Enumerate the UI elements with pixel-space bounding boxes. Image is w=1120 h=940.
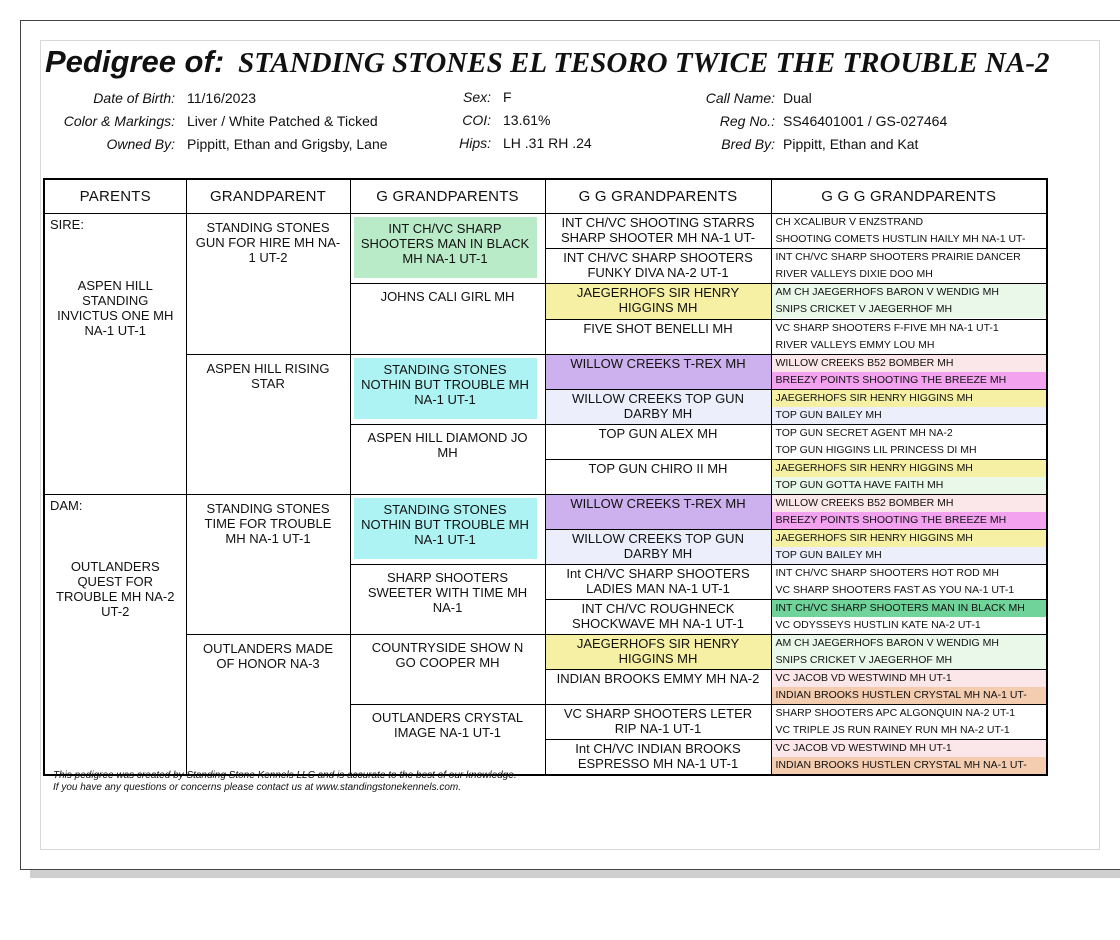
- gg-grandparent-name: INDIAN BROOKS EMMY MH NA-2: [556, 671, 760, 686]
- table-row: [44, 355, 1047, 390]
- gg-grandparent-cell: [545, 670, 771, 705]
- ggg-grandparent-name: WILLOW CREEKS B52 BOMBER MH: [772, 495, 1047, 512]
- gg-grandparent-name: VC SHARP SHOOTERS LETER RIP NA-1 UT-1: [563, 706, 753, 736]
- gg-grandparent-cell: [545, 740, 771, 776]
- footer-line-1: This pedigree was created by Standing Stone Kennels LLC and is accurate to the best of our knowledge.: [53, 770, 517, 781]
- table-row: [44, 495, 1047, 530]
- g-grandparent-cell: [350, 214, 545, 284]
- grandparent-cell: ASPEN HILL RISING STAR: [186, 355, 350, 495]
- gg-grandparent-name: Int CH/VC INDIAN BROOKS ESPRESSO MH NA-1 UT-1: [575, 741, 741, 771]
- bred-label: Bred By:: [721, 136, 775, 152]
- ggg-grandparent-name: VC ODYSSEYS HUSTLIN KATE NA-2 UT-1: [775, 619, 981, 631]
- ggg-grandparent-cell: [771, 355, 1047, 390]
- ggg-grandparent-name: VC JACOB VD WESTWIND MH UT-1: [772, 740, 1047, 757]
- ggg-grandparent-name: AM CH JAEGERHOFS BARON V WENDIG MH: [772, 284, 1047, 301]
- table-row: [44, 214, 1047, 249]
- ggg-grandparent-name: BREEZY POINTS SHOOTING THE BREEZE MH: [772, 512, 1047, 529]
- dob-value: 11/16/2023: [187, 90, 257, 106]
- gg-grandparent-cell: [545, 600, 771, 635]
- ggg-grandparent-cell: [771, 530, 1047, 565]
- gg-grandparent-name: INT CH/VC SHARP SHOOTERS FUNKY DIVA NA-2 UT-1: [563, 250, 753, 280]
- gg-grandparent-name: Int CH/VC SHARP SHOOTERS LADIES MAN NA-1 UT-1: [566, 566, 750, 596]
- gg-grandparent-name: WILLOW CREEKS TOP GUN DARBY MH: [546, 530, 771, 564]
- g-grandparent-cell: [350, 565, 545, 635]
- ggg-grandparent-name: TOP GUN HIGGINS LIL PRINCESS DI MH: [775, 444, 977, 456]
- page-title: [45, 44, 1050, 80]
- dog-name: STANDING STONES EL TESORO TWICE THE TROUBLE NA-2: [238, 47, 1050, 79]
- dam-name: OUTLANDERS QUEST FOR TROUBLE MH NA-2 UT-2: [56, 559, 175, 619]
- ggg-grandparent-name: BREEZY POINTS SHOOTING THE BREEZE MH: [772, 372, 1047, 389]
- ggg-grandparent-cell: [771, 565, 1047, 600]
- gg-grandparent-cell: [545, 214, 771, 249]
- owned-label: Owned By:: [106, 136, 175, 152]
- ggg-grandparent-name: INT CH/VC SHARP SHOOTERS PRAIRIE DANCER: [775, 251, 1021, 263]
- header-grandparent: GRANDPARENT: [186, 179, 350, 214]
- ggg-grandparent-name: INT CH/VC SHARP SHOOTERS HOT ROD MH: [775, 567, 999, 579]
- ggg-grandparent-name: VC SHARP SHOOTERS F-FIVE MH NA-1 UT-1: [775, 322, 999, 334]
- ggg-grandparent-name: VC JACOB VD WESTWIND MH UT-1: [772, 670, 1047, 687]
- gg-grandparent-name: TOP GUN ALEX MH: [598, 426, 718, 441]
- gg-grandparent-name: JAEGERHOFS SIR HENRY HIGGINS MH: [546, 284, 771, 319]
- bred-value: Pippitt, Ethan and Kat: [783, 136, 919, 152]
- color-label: Color & Markings:: [63, 113, 175, 129]
- ggg-grandparent-cell: [771, 249, 1047, 284]
- gg-grandparent-cell: [545, 320, 771, 355]
- ggg-grandparent-name: VC TRIPLE JS RUN RAINEY RUN MH NA-2 UT-1: [775, 724, 1010, 736]
- grandparent-cell: STANDING STONES TIME FOR TROUBLE MH NA-1 UT-1: [186, 495, 350, 635]
- sex-value: F: [503, 89, 512, 105]
- gg-grandparent-name: INT CH/VC SHOOTING STARRS SHARP SHOOTER MH NA-1 UT-: [560, 215, 756, 245]
- coi-label: COI:: [462, 112, 491, 128]
- header-g-grandparents: G GRANDPARENTS: [350, 179, 545, 214]
- ggg-grandparent-name: INT CH/VC SHARP SHOOTERS MAN IN BLACK MH: [772, 600, 1047, 617]
- ggg-grandparent-name: JAEGERHOFS SIR HENRY HIGGINS MH: [772, 530, 1047, 547]
- ggg-grandparent-name: INDIAN BROOKS HUSTLEN CRYSTAL MH NA-1 UT-: [772, 757, 1047, 774]
- owned-value: Pippitt, Ethan and Grigsby, Lane: [187, 136, 388, 152]
- header-gg-grandparents: G G GRANDPARENTS: [545, 179, 771, 214]
- gg-grandparent-name: WILLOW CREEKS T-REX MH: [546, 355, 771, 389]
- footer-note: [53, 770, 517, 794]
- footer-line-2: If you have any questions or concerns please contact us at www.standingstonekennels.com.: [53, 782, 462, 793]
- gg-grandparent-cell: [545, 705, 771, 740]
- g-grandparent-cell: [350, 635, 545, 705]
- dam-cell: [44, 495, 186, 776]
- gg-grandparent-name: JAEGERHOFS SIR HENRY HIGGINS MH: [546, 635, 771, 669]
- gg-grandparent-name: TOP GUN CHIRO II MH: [588, 461, 728, 476]
- ggg-grandparent-name: INDIAN BROOKS HUSTLEN CRYSTAL MH NA-1 UT-: [772, 687, 1047, 704]
- g-grandparent-name: STANDING STONES NOTHIN BUT TROUBLE MH NA-1 UT-1: [354, 358, 537, 419]
- ggg-grandparent-name: TOP GUN GOTTA HAVE FAITH MH: [772, 477, 1047, 494]
- ggg-grandparent-cell: [771, 320, 1047, 355]
- pedigree-table: [43, 178, 1048, 776]
- g-grandparent-cell: [350, 705, 545, 776]
- g-grandparent-cell: [350, 284, 545, 355]
- ggg-grandparent-name: SNIPS CRICKET V JAEGERHOF MH: [772, 652, 1047, 669]
- gg-grandparent-name: INT CH/VC ROUGHNECK SHOCKWAVE MH NA-1 UT-1: [572, 601, 744, 631]
- ggg-grandparent-cell: [771, 670, 1047, 705]
- ggg-grandparent-name: SHARP SHOOTERS APC ALGONQUIN NA-2 UT-1: [775, 707, 1016, 719]
- gg-grandparent-cell: [545, 565, 771, 600]
- ggg-grandparent-name: SHOOTING COMETS HUSTLIN HAILY MH NA-1 UT-: [775, 233, 1026, 245]
- g-grandparent-name: OUTLANDERS CRYSTAL IMAGE NA-1 UT-1: [371, 710, 524, 740]
- grandparent-cell: OUTLANDERS MADE OF HONOR NA-3: [186, 635, 350, 776]
- sire-label: SIRE:: [50, 217, 84, 232]
- page-shadow: [30, 870, 1120, 878]
- gg-grandparent-cell: [545, 635, 771, 670]
- reg-value: SS46401001 / GS-027464: [783, 113, 948, 129]
- ggg-grandparent-name: CH XCALIBUR V ENZSTRAND: [775, 216, 924, 228]
- ggg-grandparent-name: WILLOW CREEKS B52 BOMBER MH: [772, 355, 1047, 372]
- g-grandparent-name: STANDING STONES NOTHIN BUT TROUBLE MH NA-1 UT-1: [354, 498, 537, 559]
- g-grandparent-name: COUNTRYSIDE SHOW N GO COOPER MH: [371, 640, 524, 670]
- ggg-grandparent-name: RIVER VALLEYS EMMY LOU MH: [775, 339, 935, 351]
- gg-grandparent-cell: [545, 530, 771, 565]
- sex-label: Sex:: [462, 89, 491, 105]
- g-grandparent-name: JOHNS CALI GIRL MH: [380, 289, 515, 304]
- ggg-grandparent-cell: [771, 284, 1047, 320]
- ggg-grandparent-cell: [771, 740, 1047, 776]
- reg-label: Reg No.:: [719, 113, 775, 129]
- grandparent-cell: STANDING STONES GUN FOR HIRE MH NA-1 UT-2: [186, 214, 350, 355]
- color-value: Liver / White Patched & Ticked: [187, 113, 378, 129]
- gg-grandparent-cell: [545, 460, 771, 495]
- header-parents: PARENTS: [44, 179, 186, 214]
- g-grandparent-name: SHARP SHOOTERS SWEETER WITH TIME MH NA-1: [367, 570, 528, 615]
- gg-grandparent-cell: [545, 284, 771, 320]
- header-ggg-grandparents: G G G GRANDPARENTS: [771, 179, 1047, 214]
- gg-grandparent-cell: [545, 495, 771, 530]
- ggg-grandparent-cell: [771, 600, 1047, 635]
- gg-grandparent-cell: [545, 390, 771, 425]
- g-grandparent-cell: [350, 425, 545, 495]
- ggg-grandparent-name: AM CH JAEGERHOFS BARON V WENDIG MH: [772, 635, 1047, 652]
- ggg-grandparent-cell: [771, 390, 1047, 425]
- g-grandparent-cell: [350, 495, 545, 565]
- g-grandparent-name: ASPEN HILL DIAMOND JO MH: [367, 430, 528, 460]
- ggg-grandparent-name: RIVER VALLEYS DIXIE DOO MH: [775, 268, 933, 280]
- ggg-grandparent-cell: [771, 214, 1047, 249]
- gg-grandparent-cell: [545, 355, 771, 390]
- ggg-grandparent-cell: [771, 495, 1047, 530]
- g-grandparent-cell: [350, 355, 545, 425]
- sire-name: ASPEN HILL STANDING INVICTUS ONE MH NA-1 UT-1: [57, 278, 174, 338]
- call-name-value: Dual: [783, 90, 812, 106]
- ggg-grandparent-name: SNIPS CRICKET V JAEGERHOF MH: [772, 301, 1047, 318]
- ggg-grandparent-name: VC SHARP SHOOTERS FAST AS YOU NA-1 UT-1: [775, 584, 1015, 596]
- sire-cell: [44, 214, 186, 495]
- gg-grandparent-name: WILLOW CREEKS TOP GUN DARBY MH: [546, 390, 771, 424]
- ggg-grandparent-cell: [771, 705, 1047, 740]
- gg-grandparent-name: FIVE SHOT BENELLI MH: [583, 321, 733, 336]
- hips-label: Hips:: [459, 135, 491, 151]
- table-row: [44, 635, 1047, 670]
- ggg-grandparent-cell: [771, 635, 1047, 670]
- g-grandparent-name: INT CH/VC SHARP SHOOTERS MAN IN BLACK MH NA-1 UT-1: [354, 217, 537, 278]
- ggg-grandparent-name: JAEGERHOFS SIR HENRY HIGGINS MH: [772, 390, 1047, 407]
- ggg-grandparent-name: TOP GUN BAILEY MH: [772, 407, 1047, 424]
- ggg-grandparent-name: JAEGERHOFS SIR HENRY HIGGINS MH: [772, 460, 1047, 477]
- ggg-grandparent-cell: [771, 425, 1047, 460]
- call-name-label: Call Name:: [705, 90, 775, 106]
- dob-label: Date of Birth:: [93, 90, 175, 106]
- title-label: Pedigree of:: [45, 44, 225, 79]
- dam-label: DAM:: [50, 498, 83, 513]
- hips-value: LH .31 RH .24: [503, 135, 592, 151]
- ggg-grandparent-cell: [771, 460, 1047, 495]
- gg-grandparent-cell: [545, 249, 771, 284]
- gg-grandparent-name: WILLOW CREEKS T-REX MH: [546, 495, 771, 529]
- ggg-grandparent-name: TOP GUN SECRET AGENT MH NA-2: [775, 427, 953, 439]
- ggg-grandparent-name: TOP GUN BAILEY MH: [772, 547, 1047, 564]
- gg-grandparent-cell: [545, 425, 771, 460]
- coi-value: 13.61%: [503, 112, 551, 128]
